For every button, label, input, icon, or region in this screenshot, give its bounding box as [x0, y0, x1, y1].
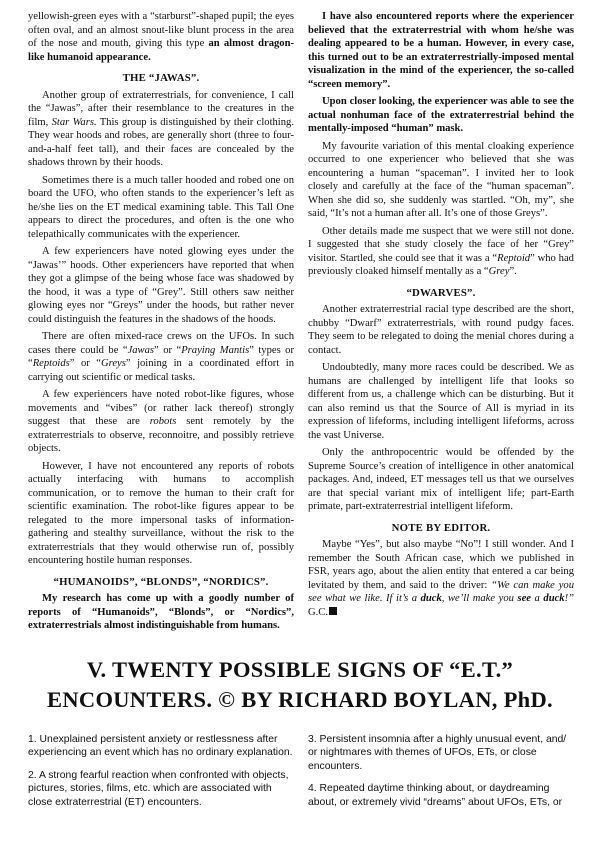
text-run: ”.	[509, 266, 517, 277]
paragraph	[28, 330, 294, 384]
paragraph	[308, 225, 574, 279]
text-run: Jawas	[127, 344, 155, 356]
paragraph	[28, 592, 294, 633]
text-run: see	[517, 593, 531, 604]
paragraph	[308, 140, 574, 221]
section-heading-dwarves: “DWARVES”.	[406, 286, 476, 299]
text-run: Another group of extraterrestrials, for convenience, I call the “Jawas”, after their resemblance to the creatures in the film,	[28, 89, 294, 128]
paragraph	[28, 245, 294, 326]
text-run: ” who had previously cloaked himself mentally as a “	[308, 252, 574, 277]
text-run: yellowish-green eyes with a “starburst”-shaped pupil; the eyes often oval, and an almost snout-like blunt process in the area of the nose and mouth, giving this type	[28, 11, 294, 49]
text-run: Maybe “Yes”, but also maybe “No”! I still wonder. And I remember the South African case, which we published in FSR, years ago, about the alien entity that entered a car being levitated by them, and said to the driver:	[308, 539, 574, 591]
paragraph	[308, 361, 574, 442]
text-run: a	[531, 593, 544, 604]
editor-note-heading: NOTE BY EDITOR.	[391, 521, 491, 534]
section-heading-humanoids: “HUMANOIDS”, “BLONDS”, “NORDICS”.	[53, 575, 269, 588]
list-item: 2. A strong fearful reaction when confronted with objects, pictures, stories, films, etc. which are associated with close extraterrestrial (ET) encounters.	[28, 769, 289, 808]
text-run: Upon closer looking, the experiencer was able to see the actual nonhuman face of the extraterrestrial behind the mentally-imposed “human” mask.	[308, 96, 574, 134]
text-run: A few experiencers have noted glowing eyes under the “Jawas’” hoods. Other experiencers have reported that when they got a glimpse of the being whose face was shadowed by the hood, it was a type of “Grey”. Still others saw neither glowing eyes nor “Greys” under the hoods, but rather never could distinguish the features in the shadows of the hoods.	[28, 246, 294, 325]
text-run: duck	[420, 593, 442, 604]
text-run: Another extraterrestrial racial type described are the short, chubby “Dwarf” extraterrestrials, with round pudgy faces. They seem to be relegated to doing the menial chores during a contact.	[308, 304, 574, 356]
text-run: G.C.	[308, 606, 329, 618]
text-run: This group is distinguished by their clothing. They wear hoods and robes, are generally short (three to four-and-a-half feet tall), and their faces are concealed by the shadows thrown by their hoods.	[28, 116, 294, 168]
right-column	[308, 10, 574, 623]
text-run: Praying Mantis	[181, 344, 250, 356]
paragraph	[308, 303, 574, 357]
text-run: However, I have not encountered any reports of robots actually interfacing with humans to accomplish communication, or to remove the human to their craft for scientific examination. The robot-like figures appear to be relegated to the more impersonal tasks of information-gathering and stealthy surveillance, without the risk to the extraterrestrials that they would otherwise run of, possibly encountering hostile human responses.	[28, 460, 294, 566]
text-run: !”	[564, 593, 574, 604]
list-item: 3. Persistent insomnia after a highly unusual event, and/ or nightmares with themes of UFOs, ETs, or close encounters.	[308, 734, 567, 772]
text-run: “We can make you see what we like. If it’s a	[308, 579, 574, 604]
text-run: Other details made me suspect that we were still not done. I suggested that she study closely the face of her “Grey” visitor. Startled, she could see that it was a “	[308, 225, 574, 264]
section-title-line-2: ENCOUNTERS. © BY RICHARD BOYLAN, PhD.	[47, 687, 553, 712]
text-run: ” types or “	[28, 344, 294, 369]
text-run: Sometimes there is a much taller hooded and robed one on board the UFO, who often stands to the experiencer’s left as he/she lies on the ET medical examining table. This Tall One appears to direct the procedures, and often is the one who telepathically communicates with the experiencer.	[28, 174, 294, 240]
paragraph	[308, 446, 574, 514]
text-run: Only the anthropocentric would be offended by the Supreme Source’s creation of intelligence in other anatomical packages. And, indeed, ET messages tell us that we ourselves are that special variant mix of intelligent life; part-Earth primate, part-extraterrestrial intelligent lifeform.	[308, 447, 574, 512]
text-run: There are often mixed-race crews on the UFOs. In such cases there could be “	[28, 331, 294, 356]
text-run: ” joining in a coordinated effort in carrying out scientific or medical tasks.	[28, 358, 294, 383]
paragraph	[28, 174, 294, 242]
text-run: , we’ll make you	[441, 593, 518, 604]
text-run: duck	[543, 593, 565, 604]
text-run: Undoubtedly, many more races could be described. We as humans are challenged by intelligent life that looks so different from us, a challenge which can be disturbing. But it can also remind us that the Source of All is myriad in its expression of lifeforms, including intelligent lifeforms, across the vast Universe.	[308, 362, 574, 441]
paragraph	[308, 95, 574, 136]
end-of-article-mark	[329, 607, 337, 615]
editor-note	[308, 538, 574, 619]
paragraph	[308, 10, 574, 91]
paragraph	[28, 388, 294, 456]
signs-list-left	[28, 733, 294, 818]
text-run: Reptoid	[497, 252, 531, 264]
paragraph	[28, 89, 294, 170]
text-run: My favourite variation of this mental cloaking experience occurred to one experiencer who believed that she was encountering a human “spaceman”. I invited her to look closely and carefully at the face of the “human spaceman”. When she did so, she suddenly was startled. “Oh, my”, she said, “It’s not a human after all. It’s one of those Greys”.	[308, 140, 574, 219]
section-title-line-1: V. TWENTY POSSIBLE SIGNS OF “E.T.”	[86, 657, 514, 682]
text-run: A few experiencers have noted robot-like figures, whose movements and “vibes” (or rather lack thereof) strongly suggest that these are	[28, 389, 294, 427]
section-heading-jawas: THE “JAWAS”.	[122, 72, 200, 84]
list-item: 1. Unexplained persistent anxiety or restlessness after experiencing an event which has no ordinary explanation.	[28, 734, 293, 759]
text-run: Reptoids	[32, 358, 70, 369]
signs-list-right	[308, 733, 574, 818]
text-run: Star Wars.	[51, 116, 97, 128]
paragraph	[28, 460, 294, 568]
text-run: robots	[149, 416, 177, 427]
text-run: Greys	[100, 358, 126, 369]
text-run: sent remotely by the extraterrestrials to observe, reconnoitre, and possibly retrieve objects.	[28, 416, 294, 454]
list-item: 4. Repeated daytime thinking about, or daydreaming about, or extremely vivid “dreams” about UFOs, ETs, or	[308, 783, 563, 808]
text-run: My research has come up with a goodly number of reports of “Humanoids”, “Blonds”, or “Nordics”, extraterrestrials almost indistinguishable from humans.	[28, 593, 294, 631]
text-run: Grey	[488, 266, 510, 277]
text-run: ” or “	[154, 344, 182, 356]
text-run: an almost dragon-like humanoid appearance.	[28, 38, 295, 63]
text-run: I have also encountered reports where the experiencer believed that the extraterrestrial with whom he/she was dealing appeared to be a human. However, in every case, this turned out to be an extraterrestrially-imposed mental visualization in the mind of the experiencer, the so-called “screen memory”.	[308, 11, 574, 90]
paragraph	[28, 10, 294, 64]
section-title	[0, 655, 600, 715]
text-run: ” or “	[69, 358, 101, 369]
left-column	[28, 10, 294, 637]
